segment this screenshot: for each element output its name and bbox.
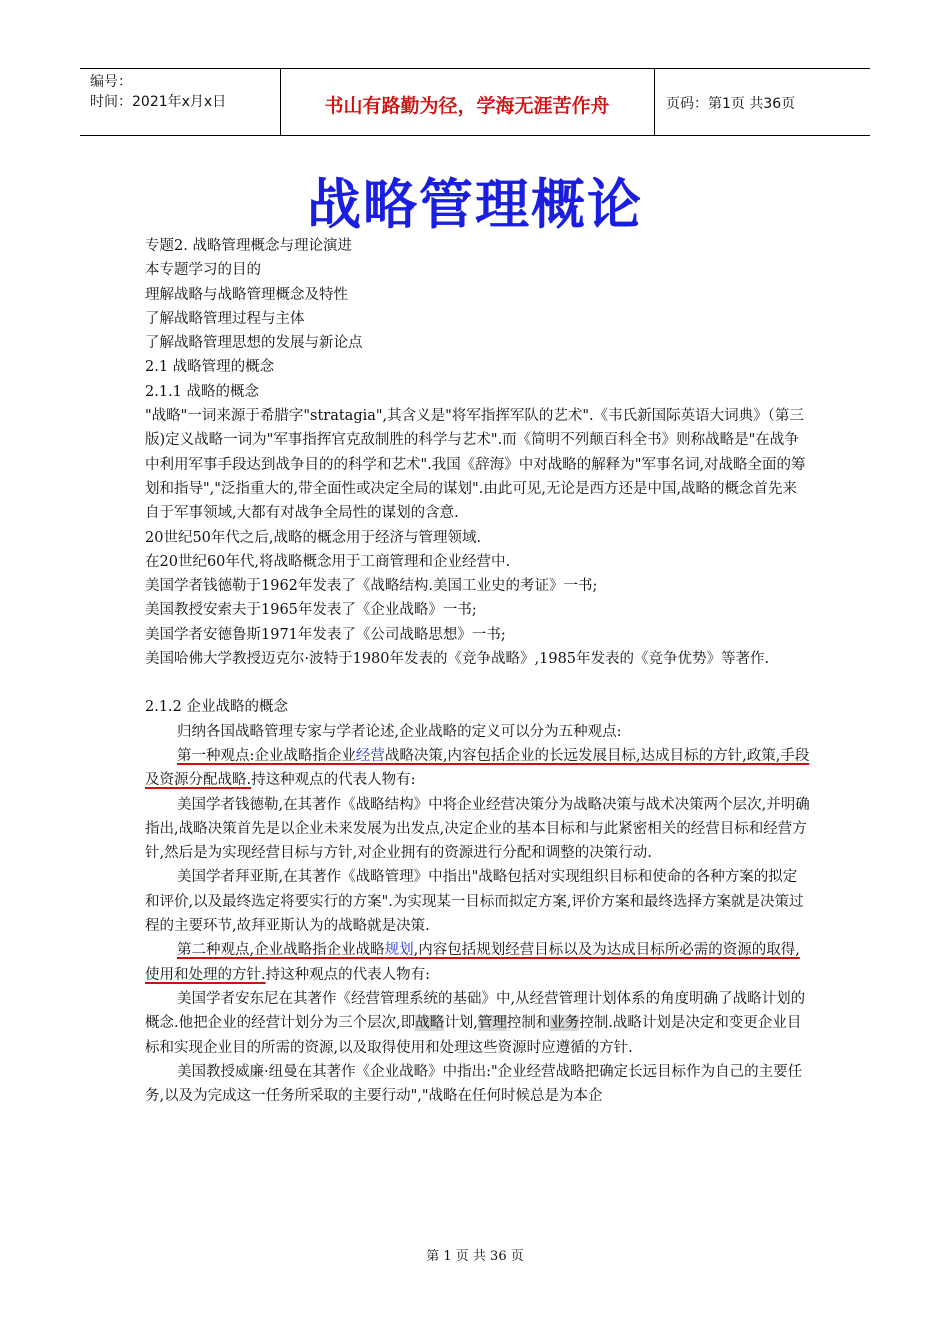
paragraph: 美国学者钱德勒于1962年发表了《战略结构.美国工业史的考证》一书; [145, 578, 598, 595]
document-number: 编号： [90, 74, 132, 90]
page-header [80, 68, 870, 136]
blank-line [145, 671, 810, 695]
header-divider [654, 68, 655, 136]
header-meta [90, 72, 226, 112]
page-footer: 第 1 页 共 36 页 [426, 1249, 524, 1264]
paragraph: 美国学者钱德勒,在其著作《战略结构》中将企业经营决策分为战略决策与战术决策两个层次,并明确指出,战略决策首先是以企业未来发展为出发点,决定企业的基本目标和与此紧密相关的经营目标和经营方针,然后是为实现经营目标与方针,对企业拥有的资源进行分配和调整的决策行动. [145, 796, 810, 862]
paragraph: 本专题学习的目的 [145, 262, 261, 279]
paragraph: 美国哈佛大学教授迈克尔·波特于1980年发表的《竞争战略》,1985年发表的《竞争优势》等著作. [145, 651, 770, 668]
paragraph: 美国学者安东尼在其著作《经营管理系统的基础》中,从经营管理计划体系的角度明确了战略计划的概念.他把企业的经营计划分为三个层次,即战略计划,管理控制和业务控制.战略计划是决定和变更企业目标和实现企业目的所需的资源,以及取得使用和处理这些资源时应遵循的方针. [145, 990, 806, 1056]
topic-heading: 专题2. 战略管理概念与理论演进 [145, 238, 352, 254]
paragraph: 了解战略管理思想的发展与新论点 [145, 335, 363, 352]
header-motto: 书山有路勤为径，学海无涯苦作舟 [324, 95, 610, 117]
paragraph: 在20世纪60年代,将战略概念用于工商管理和企业经营中. [145, 553, 511, 570]
paragraph: 美国教授威廉·纽曼在其著作《企业战略》中指出:"企业经营战略把确定长远目标作为自己的主要任务,以及为完成这一任务所采取的主要行动","战略在任何时候总是为本企 [145, 1063, 803, 1105]
view-one-highlight: 第一种观点:企业战略指企业经营战略决策,内容包括企业的长远发展目标,达成目标的方针,政策,手段及资源分配战略. [145, 747, 810, 789]
header-top-rule [80, 68, 870, 69]
link-jingying[interactable]: 经营 [355, 747, 385, 764]
subsection-heading: 2.1.1 战略的概念 [145, 383, 260, 400]
header-bottom-rule [80, 135, 870, 136]
gray-highlight: 管理 [477, 1015, 507, 1032]
paragraph: 美国学者安德鲁斯1971年发表了《公司战略思想》一书; [145, 626, 506, 643]
paragraph: 20世纪50年代之后,战略的概念用于经济与管理领域. [145, 529, 482, 546]
paragraph: 理解战略与战略管理概念及特性 [145, 286, 348, 303]
document-date: 时间：2021年x月x日 [90, 94, 227, 110]
document-body [145, 234, 810, 1108]
paragraph: 美国教授安索夫于1965年发表了《企业战略》一书; [145, 602, 477, 619]
subsection-heading: 2.1.2 企业战略的概念 [145, 699, 289, 716]
paragraph: 归纳各国战略管理专家与学者论述,企业战略的定义可以分为五种观点: [177, 723, 622, 740]
view-two-highlight: 第二种观点,企业战略指企业战略规划,内容包括规划经营目标以及为达成目标所必需的资源的取得,使用和处理的方针. [145, 942, 800, 983]
paragraph: 了解战略管理过程与主体 [145, 310, 305, 327]
section-heading: 2.1 战略管理的概念 [145, 359, 275, 376]
paragraph: "战略"一词来源于希腊字"stratagia",其含义是"将军指挥军队的艺术".《韦氏新国际英语大词典》（第三版)定义战略一词为"军事指挥官克敌制胜的科学与艺术".而《简明不列颠百科全书》则称战略是"在战争中利用军事手段达到战争目的的科学和艺术".我国《辞海》中对战略的解释为"军事名词,对战略全面的筹划和指导","泛指重大的,带全面性或决定全局的谋划".由此可见,无论是西方还是中国,战略的概念首先来自于军事领域,大都有对战争全局性的谋划的含意. [145, 408, 806, 522]
view-two-paragraph: 第二种观点,企业战略指企业战略规划,内容包括规划经营目标以及为达成目标所必需的资源的取得,使用和处理的方针.持这种观点的代表人物有: [145, 942, 800, 983]
gray-highlight: 业务 [550, 1015, 580, 1032]
view-one-paragraph: 第一种观点:企业战略指企业经营战略决策,内容包括企业的长远发展目标,达成目标的方针,政策,手段及资源分配战略.持这种观点的代表人物有: [145, 747, 810, 789]
document-title: 战略管理概论 [307, 173, 643, 236]
link-guihua[interactable]: 规划 [384, 942, 414, 959]
gray-highlight: 战略 [415, 1015, 445, 1032]
paragraph: 美国学者拜亚斯,在其著作《战略管理》中指出"战略包括对实现组织目标和使命的各种方案的拟定和评价,以及最终选定将要实行的方案".为实现某一目标而拟定方案,评价方案和最终选择方案就是决策过程的主要环节,故拜亚斯认为的战略就是决策. [145, 869, 804, 935]
page-info: 页码：第1页 共36页 [666, 96, 796, 112]
